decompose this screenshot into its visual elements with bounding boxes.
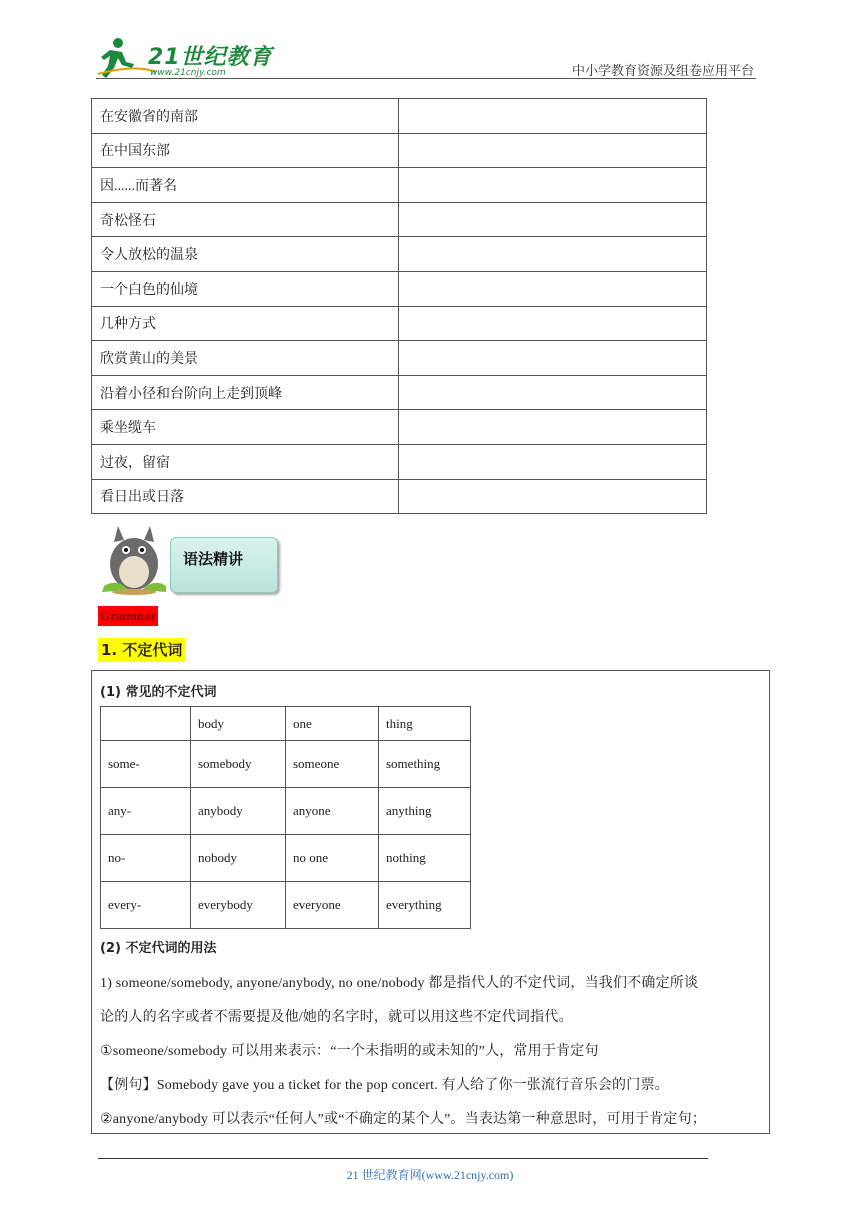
subheading-usage: (2) 不定代词的用法: [100, 941, 217, 956]
paragraph-line: 1) someone/somebody, anyone/anybody, no one/nobody 都是指代人的不定代词，当我们不确定所谈: [100, 976, 699, 991]
pronoun-cell: nothing: [379, 835, 471, 882]
pronoun-header-cell: [101, 707, 191, 741]
grammar-box: [91, 670, 770, 1134]
pronoun-table-row: [101, 882, 471, 929]
vocab-row: [92, 202, 707, 237]
pronoun-cell: some-: [101, 741, 191, 788]
paragraph-line: ①someone/somebody 可以用来表示：“一个未指明的或未知的”人，常用于肯定句: [100, 1044, 599, 1059]
vocab-answer-cell: [399, 341, 707, 376]
vocab-row: [92, 479, 707, 514]
vocab-chinese-cell: 奇松怪石: [92, 202, 399, 237]
vocab-chinese-cell: 在中国东部: [92, 133, 399, 168]
logo-url: www.21cnjy.com: [150, 68, 226, 78]
vocab-answer-cell: [399, 99, 707, 134]
vocab-chinese-cell: 乘坐缆车: [92, 410, 399, 445]
vocab-table: [91, 98, 707, 514]
pronoun-table-row: [101, 788, 471, 835]
paragraph-line: 论的人的名字或者不需要提及他/她的名字时，就可以用这些不定代词指代。: [100, 1010, 573, 1025]
pronoun-table-row: [101, 741, 471, 788]
topic-title: 1. 不定代词: [98, 638, 185, 662]
page-header: [0, 0, 860, 90]
pronoun-cell: anything: [379, 788, 471, 835]
vocab-row: [92, 133, 707, 168]
vocab-answer-cell: [399, 133, 707, 168]
pronoun-header-cell: one: [286, 707, 379, 741]
vocab-row: [92, 168, 707, 203]
pronoun-cell: something: [379, 741, 471, 788]
pronoun-cell: every-: [101, 882, 191, 929]
vocab-answer-cell: [399, 237, 707, 272]
platform-name: 中小学教育资源及组卷应用平台: [571, 64, 754, 79]
vocab-row: [92, 306, 707, 341]
example-sentence: 【例句】Somebody gave you a ticket for the pop concert. 有人给了你一张流行音乐会的门票。: [100, 1078, 669, 1093]
vocab-chinese-cell: 一个白色的仙境: [92, 271, 399, 306]
pronoun-header-cell: thing: [379, 707, 471, 741]
paragraph-line: ②anyone/anybody 可以表示“任何人”或“不确定的某个人”。当表达第一种意思时，可用于肯定句；: [100, 1112, 707, 1127]
pronoun-cell: nobody: [191, 835, 286, 882]
vocab-chinese-cell: 沿着小径和台阶向上走到顶峰: [92, 375, 399, 410]
pronoun-table: [100, 706, 471, 929]
pronoun-header-cell: body: [191, 707, 286, 741]
vocab-row: [92, 375, 707, 410]
pronoun-cell: no-: [101, 835, 191, 882]
vocab-answer-cell: [399, 375, 707, 410]
vocab-answer-cell: [399, 202, 707, 237]
vocab-answer-cell: [399, 271, 707, 306]
totoro-mascot-icon: [98, 520, 170, 596]
pronoun-cell: somebody: [191, 741, 286, 788]
vocab-chinese-cell: 过夜，留宿: [92, 444, 399, 479]
pronoun-cell: everybody: [191, 882, 286, 929]
vocab-answer-cell: [399, 410, 707, 445]
vocab-chinese-cell: 几种方式: [92, 306, 399, 341]
pronoun-cell: any-: [101, 788, 191, 835]
vocab-chinese-cell: 欣赏黄山的美景: [92, 341, 399, 376]
pronoun-table-header: [101, 707, 471, 741]
pronoun-cell: anyone: [286, 788, 379, 835]
vocab-row: [92, 410, 707, 445]
grammar-label: Grammar: [98, 606, 158, 626]
footer-text: 21 世纪教育网(www.21cnjy.com): [346, 1168, 514, 1182]
section-badge: [170, 537, 278, 593]
vocab-answer-cell: [399, 444, 707, 479]
header-divider: [96, 78, 756, 79]
pronoun-cell: everyone: [286, 882, 379, 929]
vocab-row: [92, 237, 707, 272]
vocab-row: [92, 99, 707, 134]
pronoun-cell: no one: [286, 835, 379, 882]
vocab-chinese-cell: 令人放松的温泉: [92, 237, 399, 272]
vocab-answer-cell: [399, 306, 707, 341]
vocab-chinese-cell: 看日出或日落: [92, 479, 399, 514]
vocab-row: [92, 444, 707, 479]
pronoun-cell: someone: [286, 741, 379, 788]
vocab-row: [92, 271, 707, 306]
section-badge-label: 语法精讲: [183, 550, 244, 568]
vocab-answer-cell: [399, 479, 707, 514]
vocab-chinese-cell: 因......而著名: [92, 168, 399, 203]
logo-text: 21世纪教育: [148, 45, 273, 70]
pronoun-table-row: [101, 835, 471, 882]
vocab-chinese-cell: 在安徽省的南部: [92, 99, 399, 134]
pronoun-cell: everything: [379, 882, 471, 929]
subheading-common-pronouns: (1) 常见的不定代词: [100, 685, 217, 700]
vocab-row: [92, 341, 707, 376]
footer-divider: [98, 1158, 708, 1159]
vocab-answer-cell: [399, 168, 707, 203]
pronoun-cell: anybody: [191, 788, 286, 835]
